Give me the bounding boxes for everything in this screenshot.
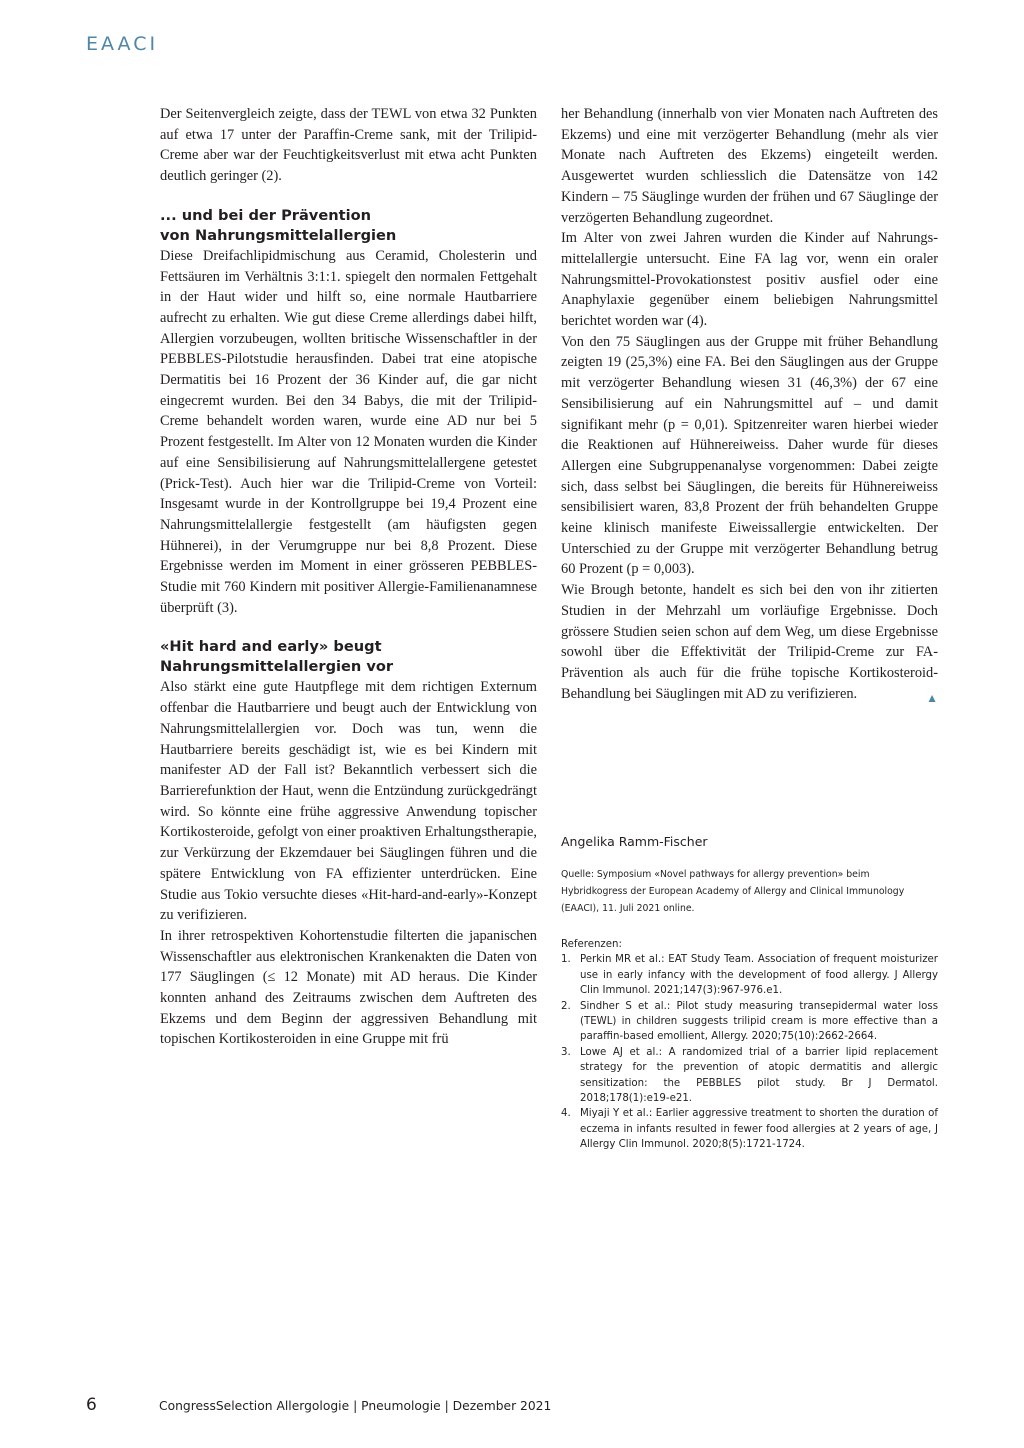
article-end-triangle-icon: ▲ (926, 690, 938, 705)
reference-item (561, 1106, 938, 1152)
reference-item (561, 952, 938, 998)
reference-item (561, 1045, 938, 1107)
page-number: 6 (86, 1395, 97, 1415)
body-paragraph: Im Alter von zwei Jahren wurden die Kinder auf Nahrungsmittelallergie untersucht. Eine FA lag vor, wenn ein oraler Nahrungsmittel-Provokationstest positiv ausfiel oder eine Anaphylaxie gegenüber einem beliebigen Nahrungsmittel berichtet worden war (4). (561, 230, 938, 330)
body-paragraph: Von den 75 Säuglingen aus der Gruppe mit früher Behandlung zeigten 19 (25,3%) eine FA. Bei den Säuglingen aus der Gruppe mit verzögerter Behandlung wiesen 31 (46,3%) der 67 eine Sensibilisierung auf ein Nahrungsmittel auf – und damit signifikant mehr (p = 0,01). Spitzenreiter waren hierbei wieder die Reaktionen auf Hühnereiweiss. Daher wurde für dieses Allergen eine Subgruppenanalyse vorgenommen: Dabei zeigte sich, dass selbst bei Säuglingen, die bereits für Hühnereiweiss sensibilisiert waren, 83,8 Prozent der früh behandelten Gruppe keine klinisch manifeste Eiweissallergie entwickelten. Der Unterschied zu der Gruppe mit verzögerter Behandlung betrug 60 Prozent (p = 0,003). (561, 333, 938, 578)
body-paragraph-text: Wie Brough betonte, handelt es sich bei den von ihr zitierten Studien in der Mehrzahl um vorläufige Ergebnisse. Doch grössere Studien seien schon auf dem Weg, um diese Ergebnisse sowohl über die Effektivität der Trilipid-Creme zur FA-Prävention als auch für die frühe topische Kortikosteroid-Behandlung bei Säuglingen mit AD zu verifizieren. (561, 582, 938, 702)
body-paragraph: her Behandlung (innerhalb von vier Monaten nach Auftreten des Ekzems) und eine mit verzögerter Behandlung (mehr als vier Monate nach Auftreten des Ekzems) eingeteilt werden. Ausgewertet wurden schliesslich die Datensätze von 142 Kindern – 75 Säuglinge wurden der frühen und 67 Säuglinge der verzögerten Behandlung zugeordnet. (561, 106, 938, 226)
header-section-label: EAACI (86, 33, 159, 55)
right-column (561, 104, 938, 1151)
reference-number: 4. (561, 1108, 571, 1120)
references-list (561, 937, 938, 1153)
heading-line: Nahrungsmittelallergien vor (160, 658, 394, 676)
reference-number: 3. (561, 1046, 571, 1058)
heading-line: von Nahrungsmittelallergien (160, 226, 397, 244)
publication-info: CongressSelection Allergologie | Pneumologie | Dezember 2021 (159, 1399, 552, 1413)
reference-item (561, 999, 938, 1045)
author-name: Angelika Ramm-Fischer (561, 834, 708, 849)
body-paragraph: Also stärkt eine gute Hautpflege mit dem richtigen Externum offenbar die Hautbarriere und beugt auch der Entwicklung von Nahrungsmittelallergien vor. Doch was tun, wenn die Hautbarriere bereits geschädigt ist, wie es bei Kindern mit manifester AD der Fall ist? Bekanntlich verbessert sich die Barrierefunktion der Haut, wenn die Entzündung zurückgedrängt wird. So könnte eine frühe aggressive Anwendung topischer Kortikosteroide, gefolgt von einer proaktiven Erhaltungstherapie, zur Verkürzung der Ekzemdauer bei Säuglingen führen und die spätere Entwicklung von FA effizienter unterdrücken. Eine Studie aus Tokio versuchte dieses «Hit-hard-and-early»-Konzept zu verifizieren. (160, 679, 537, 924)
heading-line: ... und bei der Prävention (160, 206, 372, 224)
heading-line: «Hit hard and early» beugt (160, 638, 382, 656)
body-paragraph: In ihrer retrospektiven Kohortenstudie filterten die japanischen Wissenschaftler aus elektronischen Krankenakten die Daten von 177 Säuglingen (≤ 12 Monate) mit AD heraus. Die Kinder konnten anhand des Zeitraums zwischen dem Auftreten des Ekzems und dem Beginn der aggressiven Behandlung mit topischen Kortikosteroiden in eine Gruppe mit frü (160, 927, 537, 1048)
reference-text: Sindher S et al.: Pilot study measuring transepidermal water loss (TEWL) in children suggests trilipid cream is more effective than a paraffin-based emollient, Allergy. 2020;75(10):2662-2664. (580, 1000, 938, 1043)
body-paragraph: Der Seitenvergleich zeigte, dass der TEWL von etwa 32 Punkten auf etwa 17 unter der Paraffin-Creme sank, mit der Trilipid-Creme aber war der Feuchtigkeitsverlust mit etwa acht Punkten deutlich geringer (2). (160, 106, 537, 185)
reference-number: 1. (561, 954, 571, 966)
section-heading (160, 206, 537, 246)
reference-number: 2. (561, 1000, 571, 1012)
body-paragraph (561, 580, 938, 704)
reference-text: Perkin MR et al.: EAT Study Team. Association of frequent moisturizer use in early infancy with the development of food allergy. J Allergy Clin Immunol. 2021;147(3):967-976.e1. (580, 954, 938, 997)
reference-text: Miyaji Y et al.: Earlier aggressive treatment to shorten the duration of eczema in infants resulted in fewer food allergies at 2 years of age, J Allergy Clin Immunol. 2020;8(5):1721-1724. (580, 1108, 938, 1151)
source-note: Quelle: Symposium «Novel pathways for allergy prevention» beim Hybridkogress der European Academy of Allergy and Clinical Immunology (EAACI), 11. Juli 2021 online. (561, 869, 905, 914)
reference-text: Lowe AJ et al.: A randomized trial of a barrier lipid replacement strategy for the prevention of atopic dermatitis and allergic sensitization: the PEBBLES pilot study. Br J Dermatol. 2018;178(1):e19-e21. (580, 1046, 938, 1105)
body-paragraph: Diese Dreifachlipidmischung aus Ceramid, Cholesterin und Fettsäuren im Verhältnis 3:1:1. spiegelt den normalen Fettgehalt in der Haut wider und hilft so, eine normale Hautbarriere aufrecht zu erhalten. Wie gut diese Creme allerdings dabei hilft, Allergien vorzubeugen, wollten britische Wissenschaftler in der PEBBLES-Pilotstudie herausfinden. Dabei trat eine atopische Dermatitis bei 16 Prozent der 36 Kinder auf, die gar nicht eingecremt wurden. Bei den 34 Babys, die mit der Trilipid-Creme behandelt worden waren, wurde eine AD nur bei 5 Prozent festgestellt. Im Alter von 12 Monaten wurden die Kinder auf eine Sensibilisierung auf Nahrungsmittelallergene getestet (Prick-Test). Auch hier war die Trilipid-Creme von Vorteil: Insgesamt wurde in der Kontrollgruppe bei 19,4 Prozent eine Nahrungsmittelallergie festgestellt (am häufigsten gegen Hühnerei), in der Verumgruppe nur bei 8,8 Prozent. Diese Ergebnisse werden im Moment in einer grösseren PEBBLES-Studie mit 760 Kindern mit positiver Allergie-Familienanamnese überprüft (3). (160, 247, 537, 616)
left-column (160, 104, 537, 1050)
references-title: Referenzen: (561, 939, 622, 950)
section-heading (160, 637, 537, 677)
